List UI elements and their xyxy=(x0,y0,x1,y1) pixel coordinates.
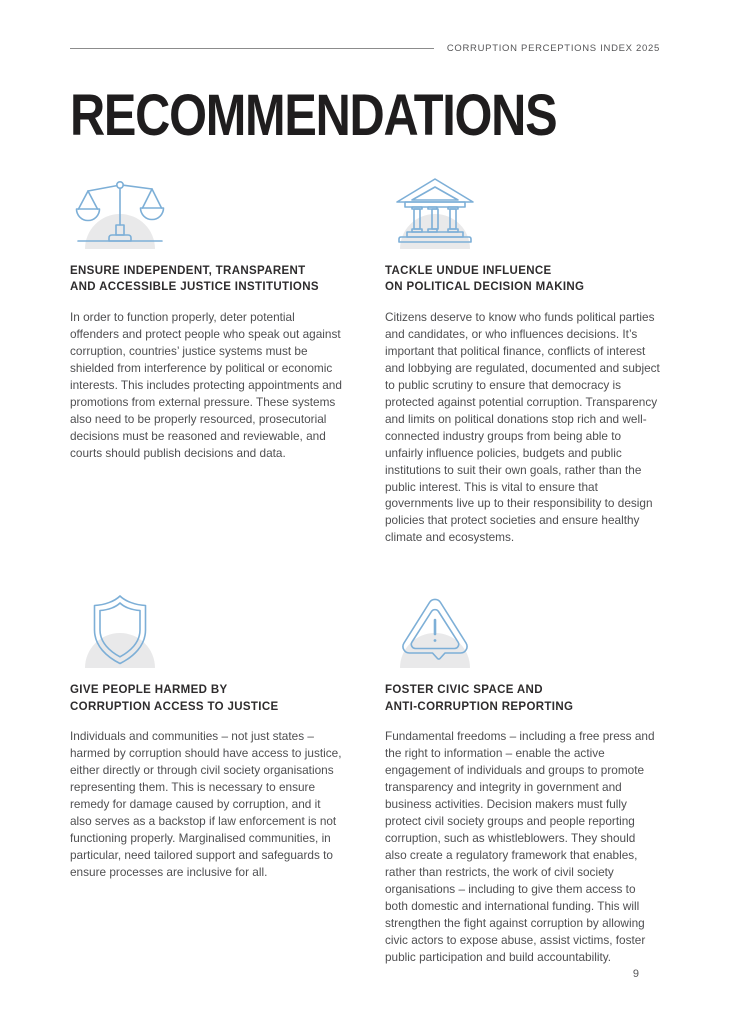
section-body: Fundamental freedoms – including a free press and the right to information – enable the active engagement of individuals and groups to promote transparency and integrity in government and business activities. Decision makers must fully protect civil society groups and people reporting corruption, such as whistleblowers. They should also create a regulatory framework that enables, rather than restricts, the work of civil society organisations – including to give them access to both domestic and international funding. This will strengthen the fight against corruption by allowing civic actors to expose abuse, assist victims, foster public participation and build accountability. xyxy=(385,729,655,964)
page-header xyxy=(70,0,660,54)
page-number: 9 xyxy=(632,968,639,980)
header-rule xyxy=(70,48,434,49)
section-heading: ENSURE INDEPENDENT, TRANSPARENT AND ACCESSIBLE JUSTICE INSTITUTIONS xyxy=(70,265,319,294)
section-heading: TACKLE UNDUE INFLUENCE ON POLITICAL DECISION MAKING xyxy=(385,265,585,294)
scales-of-justice-icon xyxy=(70,173,180,251)
government-building-icon xyxy=(385,173,495,251)
shield-icon xyxy=(70,592,180,670)
section-justice-institutions xyxy=(70,173,345,546)
section-body: Individuals and communities – not just states – harmed by corruption should have access to justice, either directly or through civil society organisations representing them. This is necessary to ensure remedy for damage caused by corruption, and it also serves as a backstop if law enforcement is not functioning properly. Marginalised communities, in particular, need tailored support and safeguards to ensure processes are inclusive for all. xyxy=(70,729,342,879)
warning-alert-icon xyxy=(385,592,495,670)
report-title: CORRUPTION PERCEPTIONS INDEX 2025 xyxy=(446,43,660,54)
section-heading: FOSTER CIVIC SPACE AND ANTI-CORRUPTION REPORTING xyxy=(385,684,574,713)
section-body: Citizens deserve to know who funds political parties and candidates, or who influences decisions. It’s important that political finance, conflicts of interest and lobbying are regulated, documented and subject to public scrutiny to ensure that democracy is protected against potential corruption. Transparency and limits on political donations stop rich and well-connected industry groups from being able to unfairly influence policies, budgets and public institutions to suit their own goals, rather than the public interest. This is vital to ensure that governments live up to their responsibility to design policies that protect societies and ensure healthy climate and ecosystems. xyxy=(385,309,660,545)
section-civic-space xyxy=(385,592,660,965)
section-heading: GIVE PEOPLE HARMED BY CORRUPTION ACCESS TO JUSTICE xyxy=(70,684,279,713)
section-access-to-justice xyxy=(70,592,345,965)
section-undue-influence xyxy=(385,173,660,546)
page-title: RECOMMENDATIONS xyxy=(70,83,557,148)
recommendations-grid xyxy=(70,173,660,966)
section-body: In order to function properly, deter potential offenders and protect people who speak out against corruption, countries’ justice systems must be shielded from interference by political or economic interests. This includes protecting appointments and promotions from external pressure. These systems also need to be properly resourced, prosecutorial decisions must be reasoned and reviewable, and courts should publish decisions and data. xyxy=(70,309,342,460)
